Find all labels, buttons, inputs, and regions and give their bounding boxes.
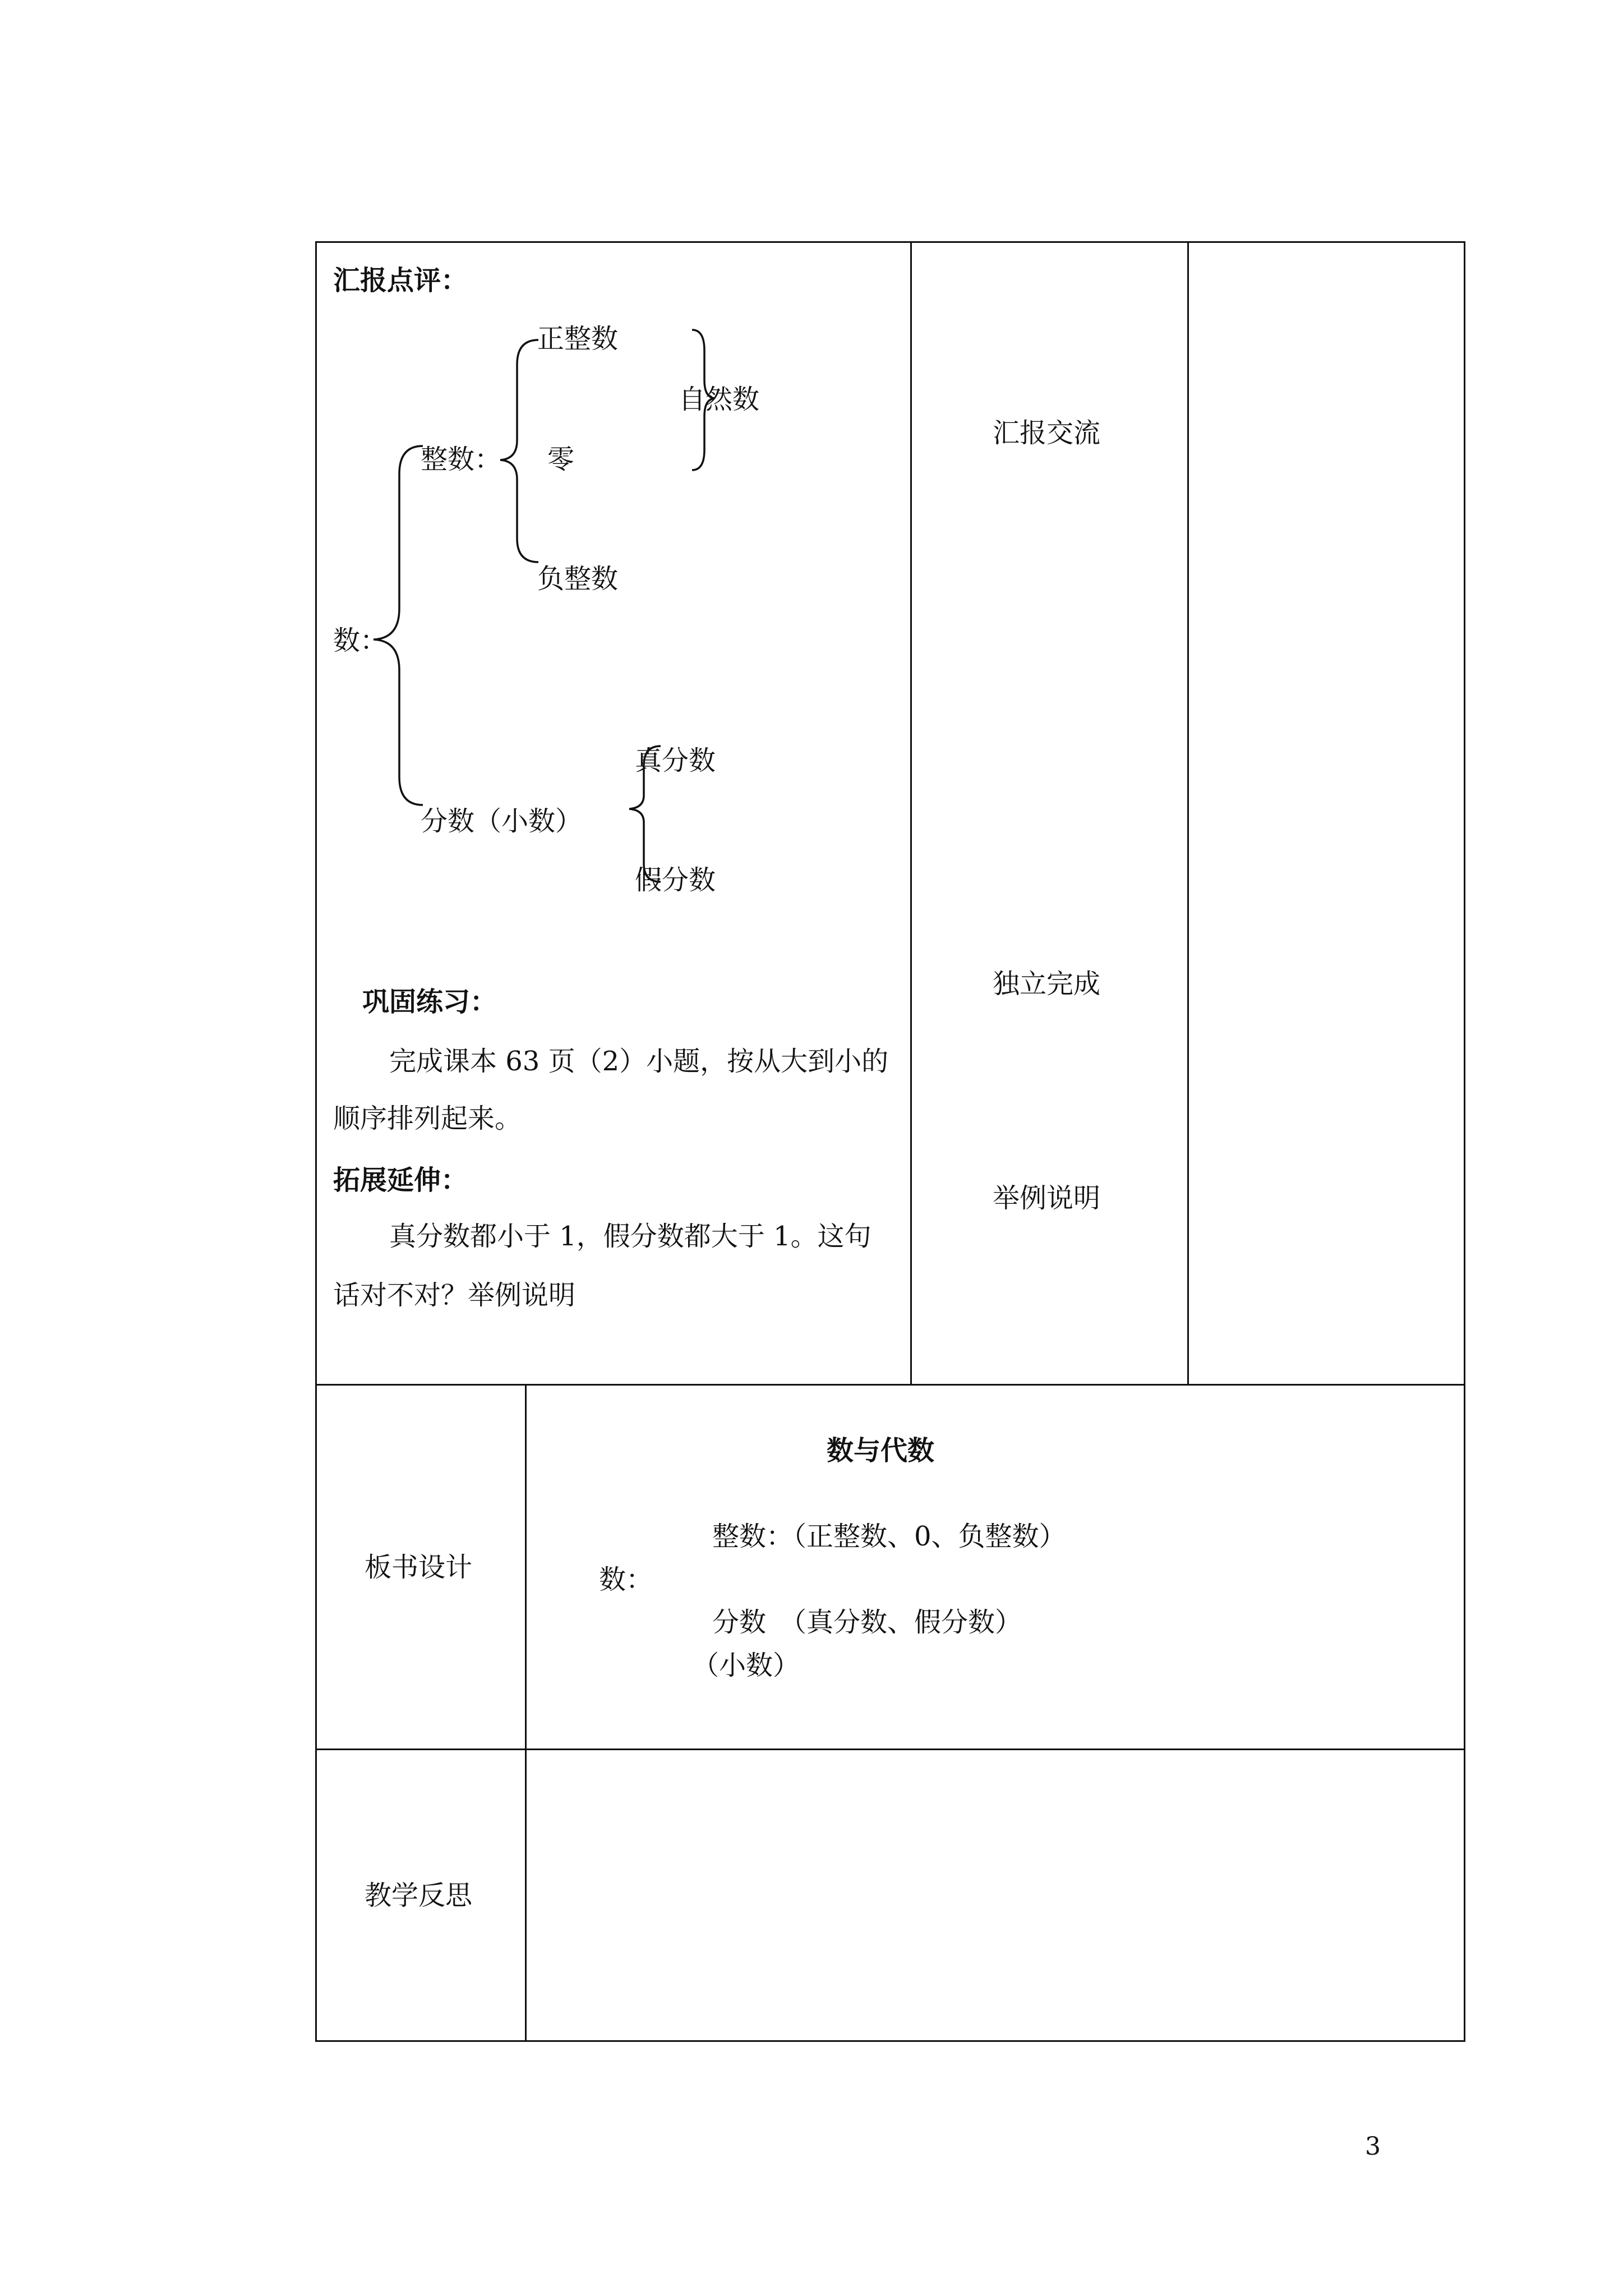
activity-example: 举例说明 [993,1182,1101,1214]
practice-heading: 巩固练习： [362,986,497,1018]
positive-integer-label: 正整数 [537,323,619,355]
proper-fraction-label: 真分数 [635,745,716,776]
integer-label: 整数： [421,444,502,475]
page-number: 3 [1365,2132,1381,2161]
extension-heading: 拓展延伸： [333,1165,468,1196]
teaching-reflection-label: 教学反思 [365,1880,473,1911]
improper-fraction-label: 假分数 [635,864,716,896]
practice-text-line1: 完成课本 63 页（2）小题，按从大到小的 [389,1046,889,1077]
root-label: 数： [333,625,388,656]
integer-brace [500,340,538,562]
practice-text-line2: 顺序排列起来。 [333,1103,522,1134]
board-design-label: 板书设计 [365,1552,473,1583]
board-title: 数与代数 [827,1435,935,1466]
board-integer-line: 整数：（正整数、0、负整数） [712,1521,1066,1552]
negative-integer-label: 负整数 [537,563,619,595]
board-fraction-line: 分数 （真分数、假分数） [712,1607,1022,1638]
extension-text-line2: 话对不对？举例说明 [333,1280,576,1311]
activity-independent: 独立完成 [993,968,1101,1000]
review-heading: 汇报点评： [333,265,468,296]
extension-text-line1: 真分数都小于 1，假分数都大于 1。这句 [389,1221,872,1252]
board-root: 数： [599,1564,653,1595]
zero-label: 零 [547,444,575,475]
board-decimal-line: （小数） [692,1650,800,1681]
natural-number-label: 自然数 [679,384,760,415]
activity-report: 汇报交流 [993,417,1101,449]
fraction-label: 分数（小数） [421,806,583,837]
